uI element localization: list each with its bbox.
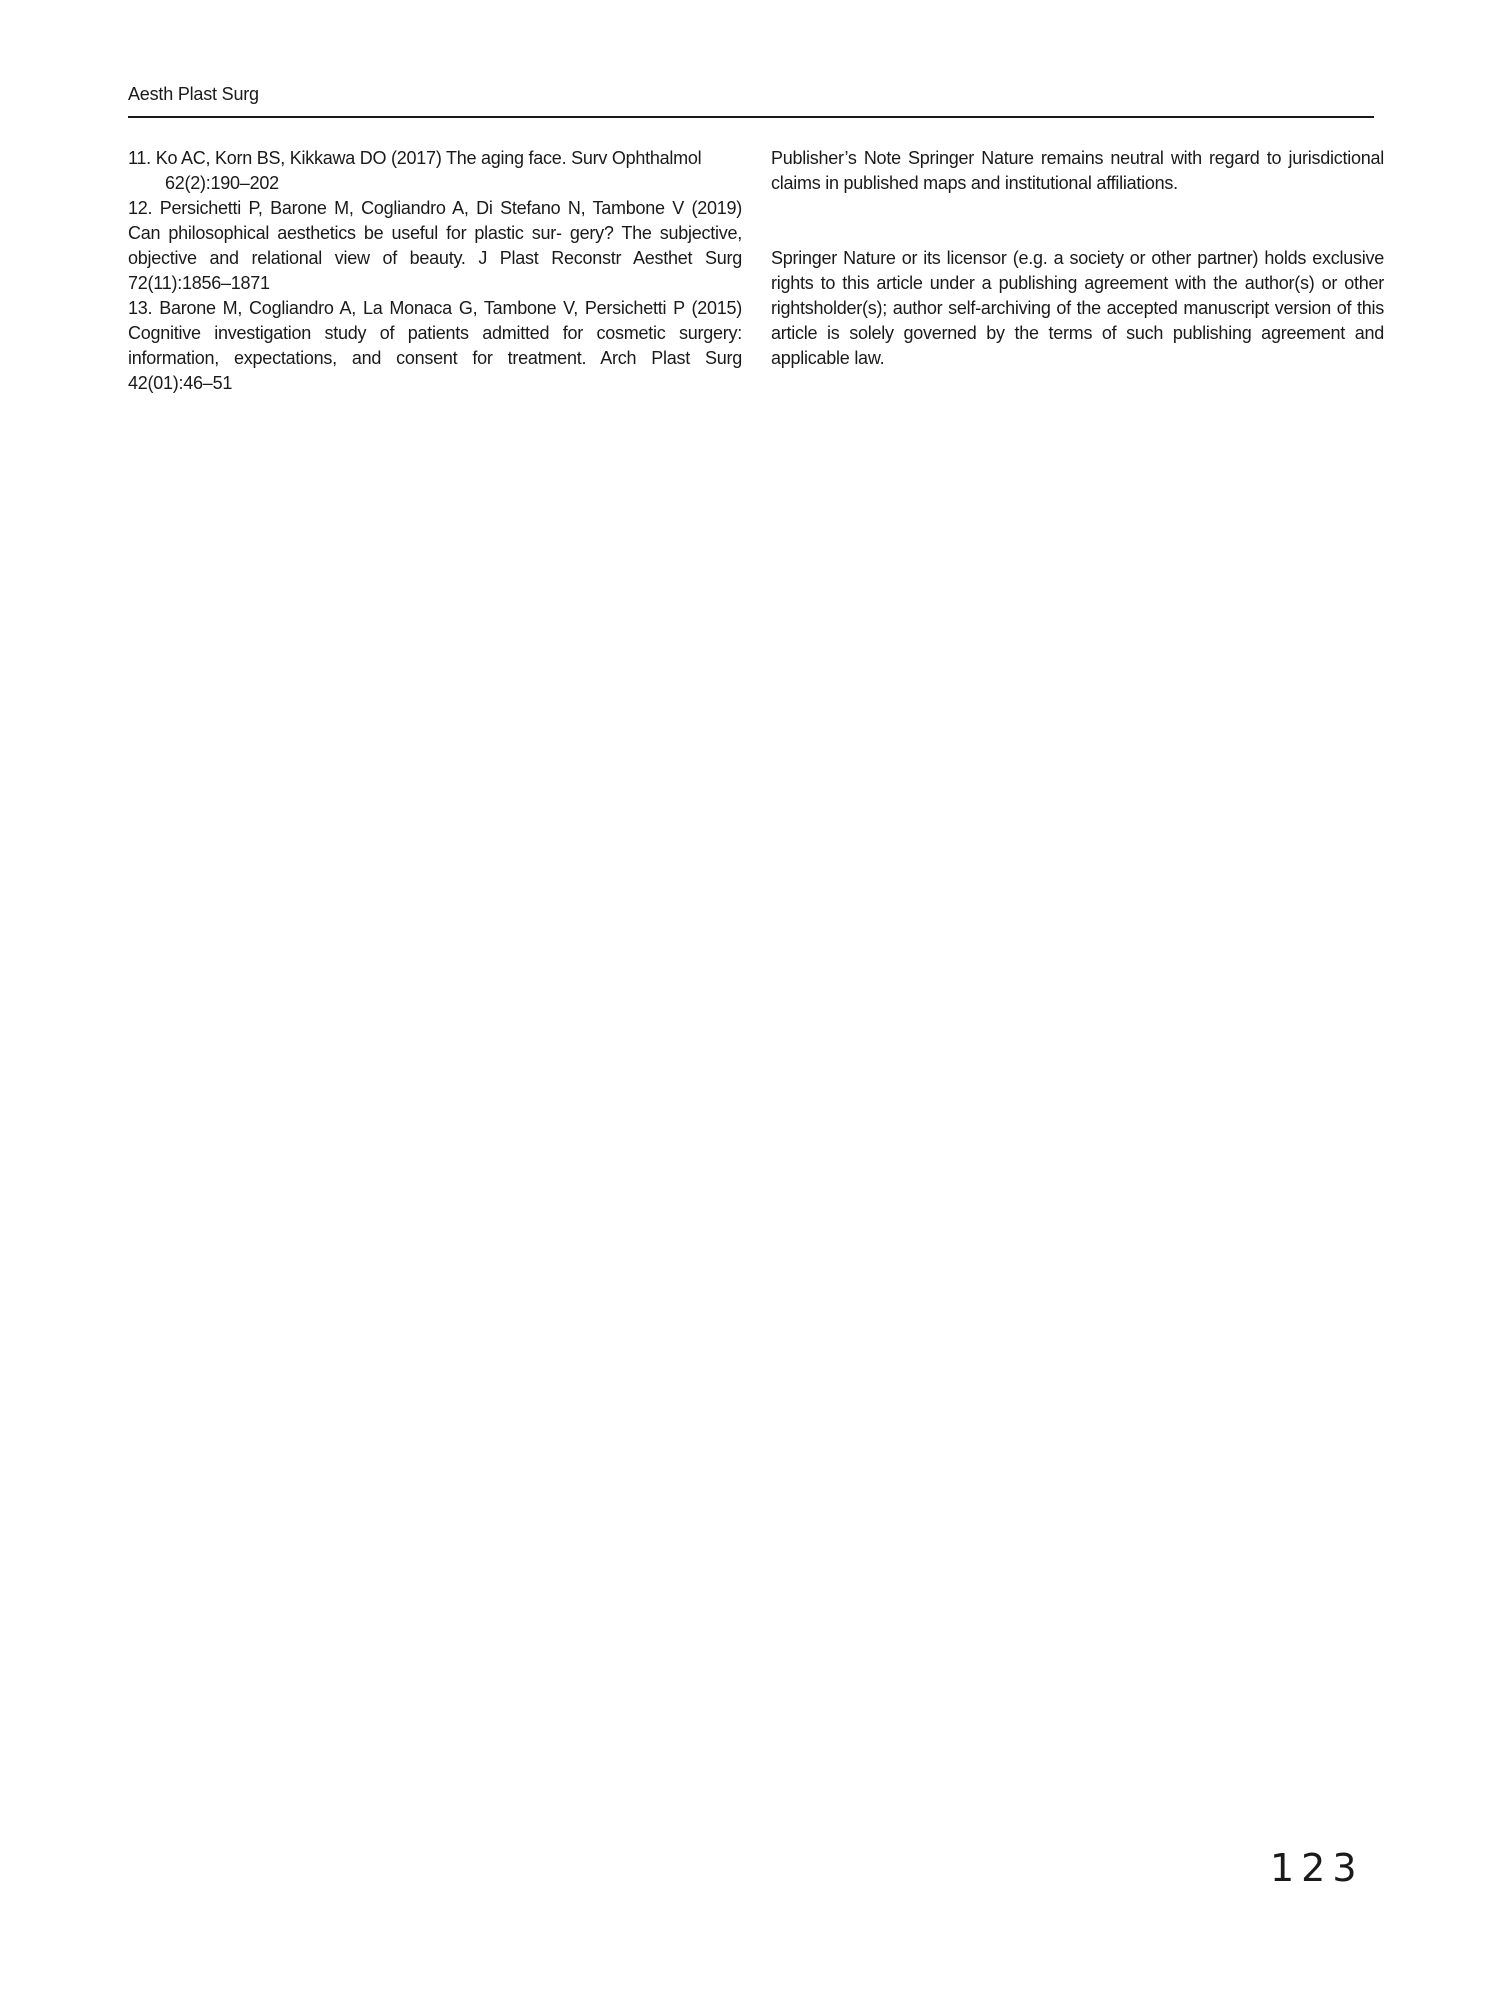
reference-item-13: 13. Barone M, Cogliandro A, La Monaca G, Tambone V, Persichetti P (2015) Cognitive investigation study of patients admitted for cosmetic surgery: information, expectations, and consent for treatment. Arch Plast Surg 42(01):46–51 [128, 298, 742, 393]
references-column [128, 146, 742, 396]
journal-title: Aesth Plast Surg [128, 84, 259, 104]
page-number: 123 [1270, 1846, 1364, 1890]
running-header [128, 82, 1374, 118]
reference-item-11: 11. Ko AC, Korn BS, Kikkawa DO (2017) The aging face. Surv Ophthalmol 62(2):190–202 [128, 148, 702, 193]
reference-item-12: 12. Persichetti P, Barone M, Cogliandro A, Di Stefano N, Tambone V (2019) Can philosophical aesthetics be useful for plastic sur- gery? The subjective, objective and relational view of beauty. J Plast Reconstr Aesthet Surg 72(11):1856–1871 [128, 198, 742, 293]
rights-statement: Springer Nature or its licensor (e.g. a society or other partner) holds exclusive rights to this article under a publishing agreement with the author(s) or other rightsholder(s); author self-archiving of the accepted manuscript version of this article is solely governed by the terms of such publishing agreement and applicable law. [771, 248, 1384, 368]
publisher-note: Publisher’s Note Springer Nature remains neutral with regard to jurisdictional claims in published maps and institutional affiliations. [771, 148, 1384, 193]
notes-column [771, 146, 1384, 371]
